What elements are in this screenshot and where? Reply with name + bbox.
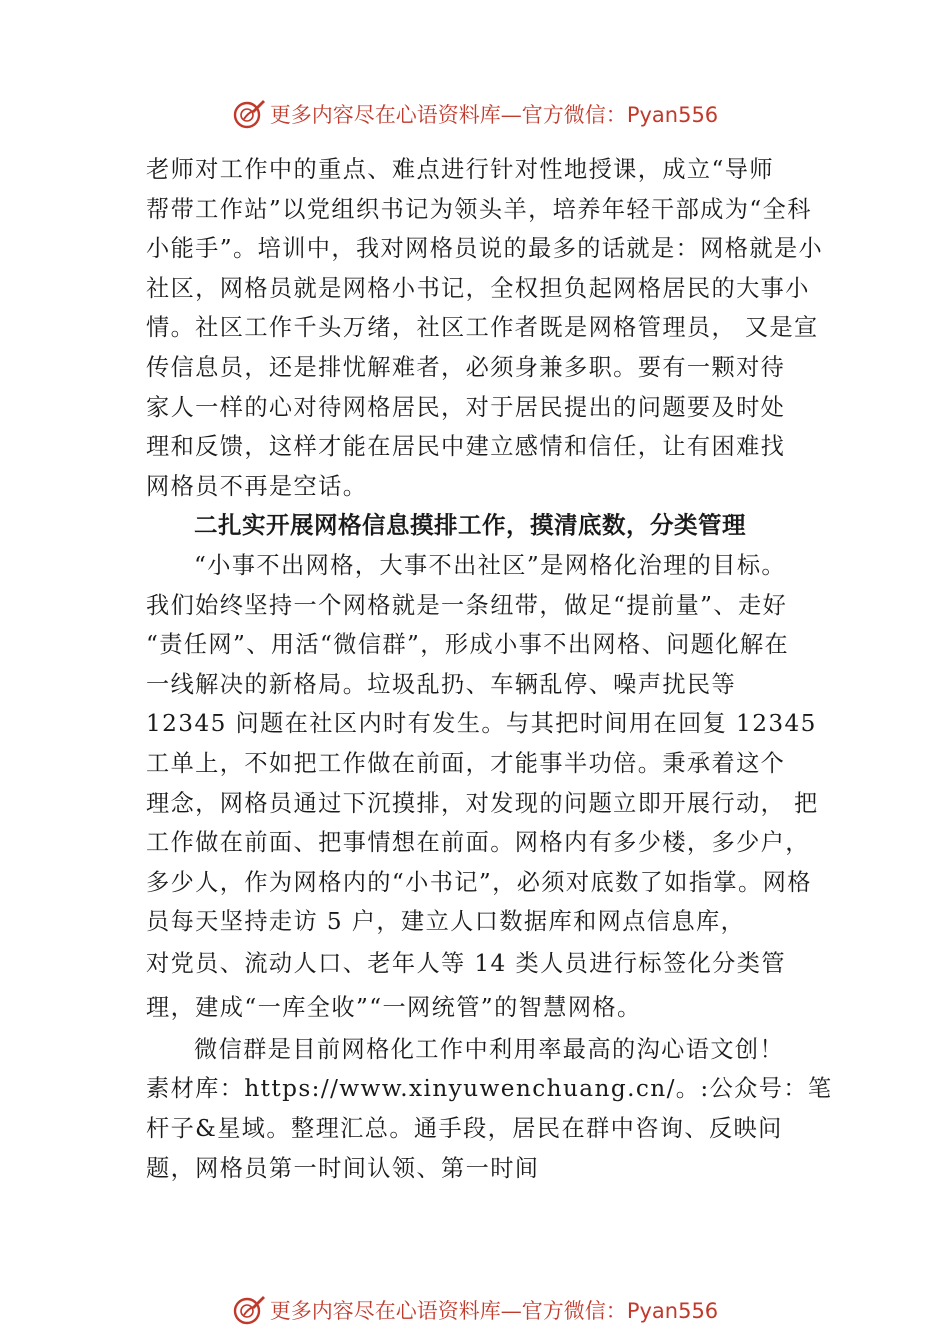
paragraph-line: 对党员、流动人口、老年人等 14 类人员进行标签化分类管 [146, 949, 786, 977]
paragraph-line: 社区，网格员就是网格小书记，全权担负起网格居民的大事小 [146, 274, 810, 302]
paragraph-line: 多少人，作为网格内的“小书记”，必须对底数了如指掌。网格 [146, 868, 812, 896]
banner-text: 更多内容尽在心语资料库—官方微信：Pyan556 [269, 103, 719, 127]
banner-text: 更多内容尽在心语资料库—官方微信：Pyan556 [269, 1299, 719, 1323]
paragraph-line: 情。社区工作千头万绪，社区工作者既是网格管理员， 又是宣 [146, 314, 819, 342]
paragraph-line: 小能手”。培训中，我对网格员说的最多的话就是：网格就是小 [146, 235, 824, 263]
paragraph-line: 微信群是目前网格化工作中利用率最高的沟心语文创！ [194, 1035, 785, 1063]
paragraph-line: 老师对工作中的重点、难点进行针对性地授课，成立“导师 [146, 156, 774, 183]
paragraph-line: 杆子&星域。整理汇总。通手段，居民在群中咨询、反映问 [146, 1115, 783, 1143]
paragraph-line: 我们始终坚持一个网格就是一条纽带，做足“提前量”、走好 [146, 591, 788, 619]
paragraph-line: 题，网格员第一时间认领、第一时间 [146, 1154, 540, 1182]
paragraph-line: 传信息员，还是排忧解难者，必须身兼多职。要有一颗对待 [146, 353, 786, 381]
brush-pen-logo-icon [232, 1293, 266, 1327]
paragraph-line: 理，建成“一库全收”“一网统管”的智慧网格。 [146, 993, 642, 1021]
paragraph-line: 12345 问题在社区内时有发生。与其把时间用在回复 12345 [146, 710, 817, 738]
header-banner [0, 92, 950, 136]
footer-banner [0, 1288, 950, 1332]
paragraph-line: 员每天坚持走访 5 户，建立人口数据库和网点信息库， [146, 908, 746, 936]
paragraph-line: 一线解决的新格局。垃圾乱扔、车辆乱停、噪声扰民等 [146, 670, 737, 698]
paragraph-line: 帮带工作站”以党组织书记为领头羊，培养年轻干部成为“全科 [146, 195, 812, 223]
paragraph-line: 理念，网格员通过下沉摸排，对发现的问题立即开展行动， 把 [146, 789, 819, 817]
wechat-id: Pyan556 [626, 1299, 719, 1323]
wechat-id: Pyan556 [626, 103, 719, 127]
paragraph-line: “小事不出网格，大事不出社区”是网格化治理的目标。 [194, 551, 787, 579]
paragraph-line: 网格员不再是空话。 [146, 472, 368, 500]
paragraph-line: 家人一样的心对待网格居民，对于居民提出的问题要及时处 [146, 393, 786, 421]
paragraph-line: “责任网”、用活“微信群”，形成小事不出网格、问题化解在 [146, 631, 790, 659]
section-heading: 二扎实开展网格信息摸排工作，摸清底数，分类管理 [194, 511, 746, 540]
paragraph-line: 工单上，不如把工作做在前面，才能事半功倍。秉承着这个 [146, 749, 786, 777]
document-body [146, 150, 833, 1188]
paragraph-line: 工作做在前面、把事情想在前面。网格内有多少楼，多少户， [146, 829, 810, 857]
paragraph-line: 素材库：https://www.xinyuwenchuang.cn/。:公众号：笔 [146, 1075, 833, 1103]
brush-pen-logo-icon [232, 97, 266, 131]
paragraph-line: 理和反馈，这样才能在居民中建立感情和信任，让有困难找 [146, 433, 786, 461]
